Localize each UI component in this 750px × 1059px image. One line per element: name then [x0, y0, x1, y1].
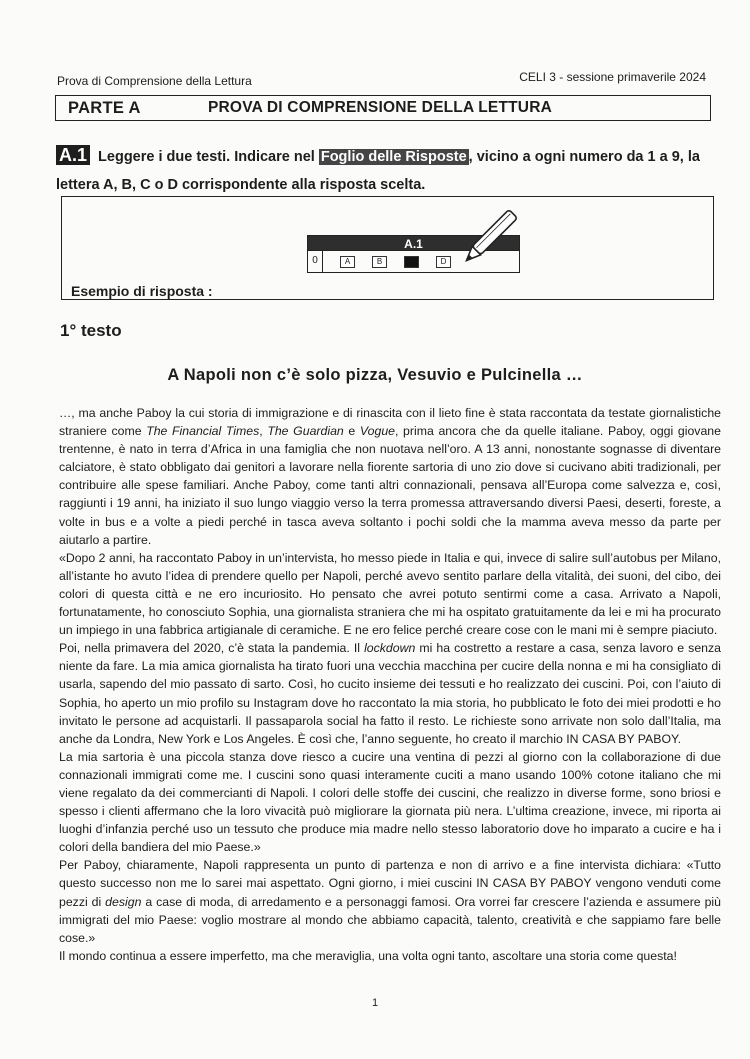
- paragraph-4: La mia sartoria è una piccola stanza dove riesco a cucire una ventina di pezzi al giorno con la collaborazione di due connazionali immigrati come me. I cuscini sono quasi interamente cuciti a mano usando 100% cotone italiano che mi viene regalato da dei commercianti di Napoli. I colori delle stoffe dei cuscini, che realizzo in diverse forme, sono briosi e spesso i clienti affermano che la loro vivacità può migliorare la giornata più nera. L’ultima creazione, invece, mi riporta ai luoghi d’infanzia perché uso un tessuto che produce mia madre nello stesso laboratorio dove ho imparato a cucire e ha i colori della bandiera del mio Paese.»: [59, 749, 721, 855]
- option-a: A: [340, 256, 355, 268]
- option-c-selected: C: [404, 256, 419, 268]
- answer-row-number: 0: [308, 251, 323, 272]
- publication-ft: The Financial Times: [146, 424, 260, 439]
- option-d: D: [436, 256, 451, 268]
- publication-vogue: Vogue: [359, 424, 395, 439]
- instruction: [56, 141, 716, 199]
- page-number: 1: [371, 997, 379, 1009]
- answer-sheet-highlight: Foglio delle Risposte: [320, 149, 467, 165]
- article-body: [59, 404, 721, 965]
- paragraph-3: Poi, nella primavera del 2020, c’è stata la pandemia. Il lockdown mi ha costretto a restare a casa, senza lavoro e senza niente da fare. La mia amica giornalista ha tirato fuori una vecchia macchina per cucire della nonna e mi ha consigliato di usarla, sapendo del mio passato di sarto. Così, ho cucito insieme dei tessuti e ho realizzato dei cuscini. Poi, con l’aiuto di Sophia, ho aperto un mio profilo su Instagram dove ho raccontato la mia storia, ho pubblicato le foto dei miei prodotti e ho invitato le persone ad acquistarli. Il passaparola social ha fatto il resto. Le richieste sono arrivate non solo dall’Italia, ma anche da Londra, New York e Los Angeles. È così che, l’anno seguente, ho creato il marchio IN CASA BY PABOY.: [59, 641, 721, 746]
- answer-sheet-title: A.1: [307, 235, 520, 251]
- example-box: [61, 196, 714, 300]
- example-label: Esempio di risposta :: [71, 283, 213, 299]
- instruction-text-before: Leggere i due testi. Indicare nel: [94, 149, 319, 165]
- option-b: B: [372, 256, 387, 268]
- paragraph-1: …, ma anche Paboy la cui storia di immigrazione e di rinascita con il lieto fine è stata raccontata da testate giornalistiche straniere come The Financial Times, The Guardian e Vogue, prima ancora che da quelle italiane. Paboy, oggi giovane trentenne, è nato in terra d’Africa in una famiglia che non nuotava nell’oro. A 13 anni, nonostante sognasse di diventare calciatore, è stato obbligato dai genitori a lavorare nella fiorente sartoria di uno zio dove si cucivano abiti tradizionali, per contribuire alle spese familiari. Anche Paboy, come tanti altri connazionali, pensava all’Europa come salvezza e, così, raggiunti i 19 anni, ha iniziato il suo lungo viaggio verso la terra promessa attraversando diversi Paesi, deserti, foreste, a volte in bus e a volte a piedi perché in tasca aveva soltanto i pochi soldi che la mamma aveva messo da parte per aiutarlo a partire.: [59, 406, 721, 547]
- part-header-box: [55, 95, 711, 121]
- pencil-icon: [452, 205, 522, 275]
- publication-guardian: The Guardian: [267, 424, 344, 439]
- paragraph-5: Per Paboy, chiaramente, Napoli rappresenta un punto di partenza e non di arrivo e a fine intervista dichiara: «Tutto questo successo non me lo sarei mai aspettato. Ogni giorno, i miei cuscini IN CASA BY PABOY vengono venduti come pezzi di design a case di moda, di arredamento e a personaggi famosi. Ora vorrei far crescere l’azienda e assumere più immigrati del mio Paese: voglio mostrare al mondo che abbiamo capacità, talento, creatività e che sappiamo fare belle cose.»: [59, 858, 721, 945]
- header-left: Prova di Comprensione della Lettura: [57, 74, 252, 88]
- a1-badge: A.1: [56, 145, 90, 165]
- instruction-text-after: , vicino a ogni numero da 1 a 9, la lettera A, B, C o D corrispondente alla risposta scelta.: [56, 149, 700, 193]
- paragraph-6: Il mondo continua a essere imperfetto, ma che meraviglia, una volta ogni tanto, ascoltare una storia come questa!: [59, 948, 677, 963]
- article-title: A Napoli non c’è solo pizza, Vesuvio e Pulcinella …: [167, 366, 583, 384]
- section-title: 1° testo: [60, 321, 122, 340]
- header-right: CELI 3 - sessione primaverile 2024: [519, 70, 706, 84]
- part-label: PARTE A: [68, 99, 141, 117]
- paragraph-2: «Dopo 2 anni, ha raccontato Paboy in un’intervista, ho messo piede in Italia e qui, invece di salire sull’autobus per Milano, all’istante ho avuto l’idea di prendere quello per Napoli, perché avevo sentito parlare della vitalità, dei suoni, del cibo, dei colori di questa città e ne ero incuriosito. Ho pensato che avrei potuto sentirmi come a casa. Arrivato a Napoli, fortunatamente, ho conosciuto Sophia, una giornalista straniera che mi ha ospitato gratuitamente da lei e mi ha procurato un impiego in una fabbrica artigianale di ceramiche. E ne ero felice perché creare cose con le mani mi è sempre piaciuto.: [59, 550, 721, 638]
- part-title: PROVA DI COMPRENSIONE DELLA LETTURA: [208, 99, 552, 116]
